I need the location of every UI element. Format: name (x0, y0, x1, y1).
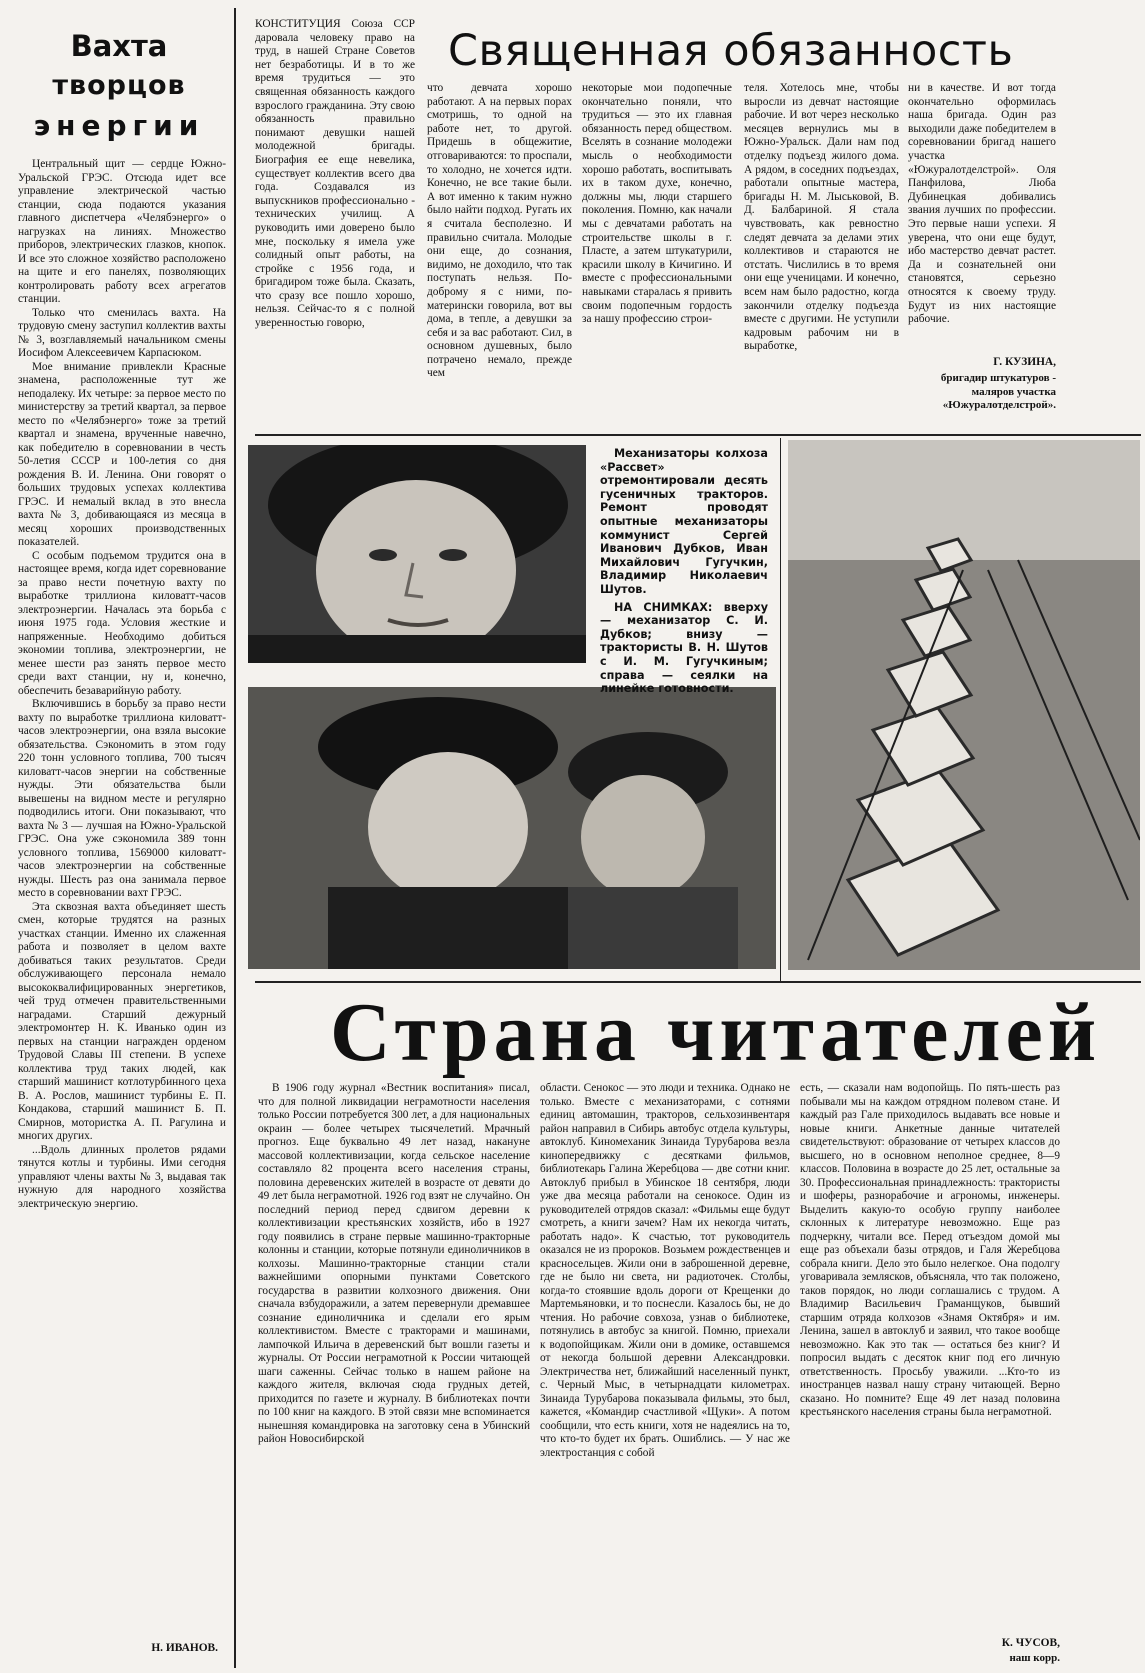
bottom-column-1-text: В 1906 году журнал «Вестник воспитания» писал, что для полной ликвидации неграмотности населения только России потребуется 300 лет, а для национальных окраин — более четырех тысячелетий. Мрачный прогноз. Еще буквально 49 лет назад, накануне массовой коллективизации, когда сельское население составляло 82 процента всего населения страны, половина деревенских жителей в возрасте от девяти до 49 лет была неграмотной. 1926 год взят не случайно. Он последний период перед сдвигом деревни к коллективизации крестьянских хозяйств, ибо в 1927 году появились в стране первые машинно-тракторные колонны и станции, которые потянули единоличников в колхозы. Машинно-тракторные станции стали важнейшими опорными пунктами Советского государства в развитии колхозного движения. Они сначала взбудоражили, а затем перевернули дремавшее сознание единоличника и сделали его ярым коллективистом. Вместе с тракторами и машинами, лампочкой Ильича в деревенский быт вошли газеты и журналы. От России неграмотной к России читающей шаги саженны. Сейчас только в нашем районе на каждого жителя, включая сюда грудных детей, приходится по газете и журналу. В библиотеках почти по 100 книг на каждого. В этой связи мне вспоминается нынешняя командировка на заготовку сена в Убинский район Новосибирской (258, 1082, 530, 1445)
left-title-line-2: творцов (52, 70, 186, 101)
top-section-rule (255, 434, 1141, 436)
left-paragraph: ...Вдоль длинных пролетов рядами тянутся котлы и турбины. Ими сегодня управляют члены вахты № 3, выдавая так нужную для народного хозяйства электрическую энергию. (18, 1143, 226, 1210)
left-column-rule (234, 8, 236, 1668)
left-paragraph: С особым подъемом трудится она в настоящее время, когда идет соревнование за право нести почетную вахту по выработке триллиона киловатт-часов электроэнергии. Началась эта борьба с июня 1975 года. Условия жесткие и напряженные. Необходимо добиться экономии топлива, электроэнергии, не менее шести раз занять первое место среди вахт станции, ну и, конечно, обеспечить безаварийную работу. (18, 549, 226, 697)
top-column-5 (908, 82, 1056, 354)
left-title-line-3: энергии (33, 109, 205, 142)
left-paragraph: Мое внимание привлекли Красные знамена, расположенные тут же неподалеку. Их четыре: за первое место по министерству за третий квартал, за первое место по «Челябэнерго» тоже за третий квартал и знамена, врученные навечно, как победителю в соревновании в честь 50-летия СССР и 100-летия со дня рождения В. И. Ленина. Они говорят о больших трудовых успехах коллектива ГРЭС. И немалый вклад в это внесла вахта № 3, добивающаяся из месяца в месяц хороших производственных показателей. (18, 360, 226, 548)
bottom-column-2-text: области. Сенокос — это люди и техника. Однако не только. Вместе с механизаторами, с сотнями единиц автомашин, тракторов, сельхозинвентаря район направил в Сибирь автобус отдела культуры, автоклуб. Киномеханик Зинаида Турубарова везла кинопередвижку с десятками фильмов, библиотекарь Галина Жеребцова — две сотни книг. Автоклуб прибыл в Убинское 18 сентября, люди уже два месяца работали на сенокосе. Один из руководителей отрядов сказал: «Фильмы еще будут смотреть, а книги зачем? Нам их некогда читать, работать надо». К счастью, тот руководитель оказался не из пророков. Возьмем рождественцев и красносельцев. Жили они в заброшенной деревне, где не было ни света, ни радиоточек. Столбы, когда-то стоявшие вдоль дороги от Крещенки до Мартемьяновки, и то поснесли. Казалось бы, не до чтения. Но рабочие совхоза, узнав о библиотеке, потянулись в автобус за книгой. Помню, приехали к водопойщикам. Жили они в домике, оставшемся от некогда большой деревни Александровки. Электричества нет, ближайший населенный пункт, с. Черный Мыс, в четырнадцати километрах. Зинаида Турубарова показывала фильмы, это был, кажется, «Командир счастливой «Щуки». А потом сообщили, что есть книги, хотя не надеялись на то, что кто-то будет их брать. Ошиблись. — У нас же электростанция с собой (540, 1082, 790, 1459)
left-article (10, 10, 228, 1670)
bottom-headline: Страна читателей (330, 986, 1102, 1079)
photo-caption-subtext: НА СНИМКАХ: вверху — механизатор С. И. Дубков; внизу — трактористы В. Н. Шутов с И. М. Гугучкиным; справа — сеялки на линейке готовности. (600, 600, 768, 696)
top-column-4 (744, 82, 899, 428)
portrait-illustration (248, 445, 586, 663)
top-column-3 (582, 82, 732, 428)
top-column-5-text: ни в качестве. И вот тогда окончательно оформилась наша бригада. Один раз выходили даже победителем в соревновании бригад нашего участка «Южуралотделстрой». Оля Панфилова, Люба Дубинецкая добивались звания лучших по профессии. Это первые наши успехи. Я уверена, что они еще будут, ибо мастерство девчат растет. Да и сознательней они становятся, серьезно относятся к своему труду. Будут из них настоящие рабочие. (908, 82, 1056, 326)
left-article-title (10, 10, 228, 146)
top-signature-role: бригадир штукатуров - маляров участка «Южуралотделстрой». (940, 372, 1056, 411)
bottom-column-1 (258, 1082, 530, 1667)
left-paragraph: Включившись в борьбу за право нести вахту по выработке триллиона киловатт-часов электроэнергии, она взяла высокие обязательства. Сэкономить в этом году 220 тонн условного топлива, 700 тысяч киловатт-часов энергии на собственные нужды. Эти обязательства были вывешены на видном месте и регулярно подводились итоги. Они показывают, что вахта № 3 — лучшая на Южно-Уральской ГРЭС. Она уже сэкономила 389 тонн условного топлива, 1569000 киловатт-часов электроэнергии на собственные нужды. Шесть раз она занимала первое место в соревновании вахт ГРЭС. (18, 698, 226, 899)
top-column-2-text: что девчата хорошо работают. А на первых порах смотришь, то одной на работе нет, то другой. Придешь в общежитие, отговариваются: то проспали, то холодно, не хочется идти. Конечно, не все такие были. А вот именно к таким нужно было найти подход. Ругать их я считала бесполезно. И правильно считала. Молодые они еще, до сознания, видимо, не доходило, что так поступать нельзя. По-доброму я с ними, по-матерински говорила, вот вы дома, в тепле, а девушки за себя и за вас работают. Сил, в основном душевных, было потрачено немало, прежде чем (427, 82, 572, 380)
top-column-3-text: некоторые мои подопечные окончательно поняли, что трудиться — это их главная обязанность перед обществом. Вселять в сознание молодежи мысль о необходимости хорошо работать, воспитывать их в таком духе, конечно, должны мы, люди старшего поколения. Помню, как начали мы с девчатами работать на строительстве школы в г. Пласте, а затем штукатурили, красили школу в Кичигино. И вместе с профессиональными навыками старалась я привить своим подопечным гордость за нашу профессию строи- (582, 82, 732, 326)
bottom-section-rule (255, 981, 1141, 983)
bottom-signature-role: наш корр. (1009, 1652, 1060, 1664)
bottom-column-3-text: есть, — сказали нам водопойщь. По пять-шесть раз побывали мы на каждом отрядном полевом стане. И каждый раз Гале приходилось выдавать все новые и новые книги. Анкетные данные читателей свидетельствуют: образование от четырех классов до высшего, но в основном неполное среднее, 8—9 классов. Половина в возрасте до 25 лет, остальные за 30. Профессиональная принадлежность: трактористы и шоферы, разнорабочие и агрономы, инженеры. Выделить какую-то особую группу наиболее склонных к литературе невозможно. Еще раз подчеркну, читали все. Перед отъездом домой мы еще раз объехали базы отрядов, и Галя Жеребцова собрала книги. Дело это было нелегкое. Она подолгу уговаривала землясков, объясняла, что так положено, таков порядок, но люди соглашались с трудом. А Владимир Васильевич Граманщуков, бывший старшим отряда колхозов «Знамя Октября» и им. Ленина, зашел в автоклуб и заявил, что такое вообще невозможно. Как это так — остаться без книг? И попросил выдать с десяток книг под его личную ответственность. Просьбу уважили. ...Кто-то из иностранцев назвал нашу страну читающей. Верно сказано. Но помните? Еще 49 лет назад половина крестьянского населения страны была неграмотной. (800, 1082, 1060, 1418)
photo-caption (600, 447, 768, 696)
two-men-illustration (248, 687, 776, 969)
left-signature: Н. ИВАНОВ. (151, 1642, 218, 1654)
photo-top-left-portrait (248, 445, 586, 663)
left-article-body (18, 158, 226, 1638)
top-signature-name: Г. КУЗИНА, (993, 356, 1056, 368)
bottom-column-2 (540, 1082, 790, 1667)
top-column-2 (427, 82, 572, 428)
photo-caption-text: Механизаторы колхоза «Рассвет» отремонтировали десять гусеничных тракторов. Ремонт проводят опытные механизаторы коммунист Сергей Иванович Дубков, Иван Михайлович Гугучкин, Владимир Николаевич Шутов. (600, 447, 768, 596)
left-paragraph: Только что сменилась вахта. На трудовую смену заступил коллектив вахты № 3, возглавляемый начальником смены Иосифом Алексеевичем Карпасюком. (18, 306, 226, 359)
left-paragraph: Центральный щит — сердце Южно-Уральской ГРЭС. Отсюда идет все управление электрической частью станции, сюда подаются указания главного диспетчера «Челябэнерго» о нагрузках на линиях. Множество приборов, электрических глазков, кнопок. И все это сложное хозяйство расположено на щите и его панелях, позволяющих контролировать работу всех агрегатов станции. (18, 158, 226, 305)
top-column-1-text: КОНСТИТУЦИЯ Союза ССР даровала человеку право на труд, в нашей Стране Советов нет безработицы. И в то же время трудиться — это священная обязанность каждого взрослого гражданина. Эту свою обязанность правильно понимают девушки нашей молодежной бригады. Биография ее еще невелика, существует коллектив всего два года. Создавался из выпускников профессионально - технических училищ. А руководить ими доверено было мне, поскольку я имела уже солидный опыт работы, на стройке с 1956 года, и бригадиром тоже была. Сказать, что сразу все пошло хорошо, нельзя. Сейчас-то я с полной уверенностью говорю, (255, 18, 415, 330)
top-column-4-text: теля. Хотелось мне, чтобы выросли из девчат настоящие рабочие. И вот через несколько месяцев вернулись мы в Южно-Уральск. Дали нам под отделку подъезд жилого дома. А рядом, в соседних подъездах, работали опытные мастера, бригады Н. М. Лыськовой, В. Д. Балбариной. Я стала чувствовать, как ревностно следят девчата за делами этих коллективов и стараются не отстать. Числились в то время они еще ученицами. И конечно, всем нам было радостно, когда закончили отделку подъезда вместе с другими. Не уступили кадровым рабочим ни в выработке, (744, 82, 899, 353)
top-column-1 (255, 18, 415, 428)
photo-right-seeders (788, 440, 1140, 970)
left-paragraph: Эта сквозная вахта объединяет шесть смен, которые трудятся на разных участках станции. Именно их слаженная работа и позволяет в целом вахте добиваться таких результатов. Среди обслуживающего персонала немало высококвалифицированных энергетиков, чей труд отмечен правительственными наградами. Старший дежурный электромонтер Н. К. Иванько один из первых на станции награжден орденом Трудовой Славы III степени. В успехе коллектива труд таких людей, как старший машинист котлотурбинного цеха В. А. Рослов, машинист турбины Е. П. Кондакова, старший машинист Б. П. Смирнов, мотористка А. П. Рагулина и многих других. (18, 900, 226, 1142)
bottom-signature-name: К. ЧУСОВ, (1001, 1637, 1060, 1649)
caption-divider (780, 438, 781, 983)
top-headline: Священная обязанность (448, 26, 1014, 76)
seeders-illustration (788, 440, 1140, 970)
left-title-line-1: Вахта (70, 29, 168, 63)
bottom-column-3 (800, 1082, 1060, 1622)
photo-bottom-two-men (248, 687, 776, 969)
